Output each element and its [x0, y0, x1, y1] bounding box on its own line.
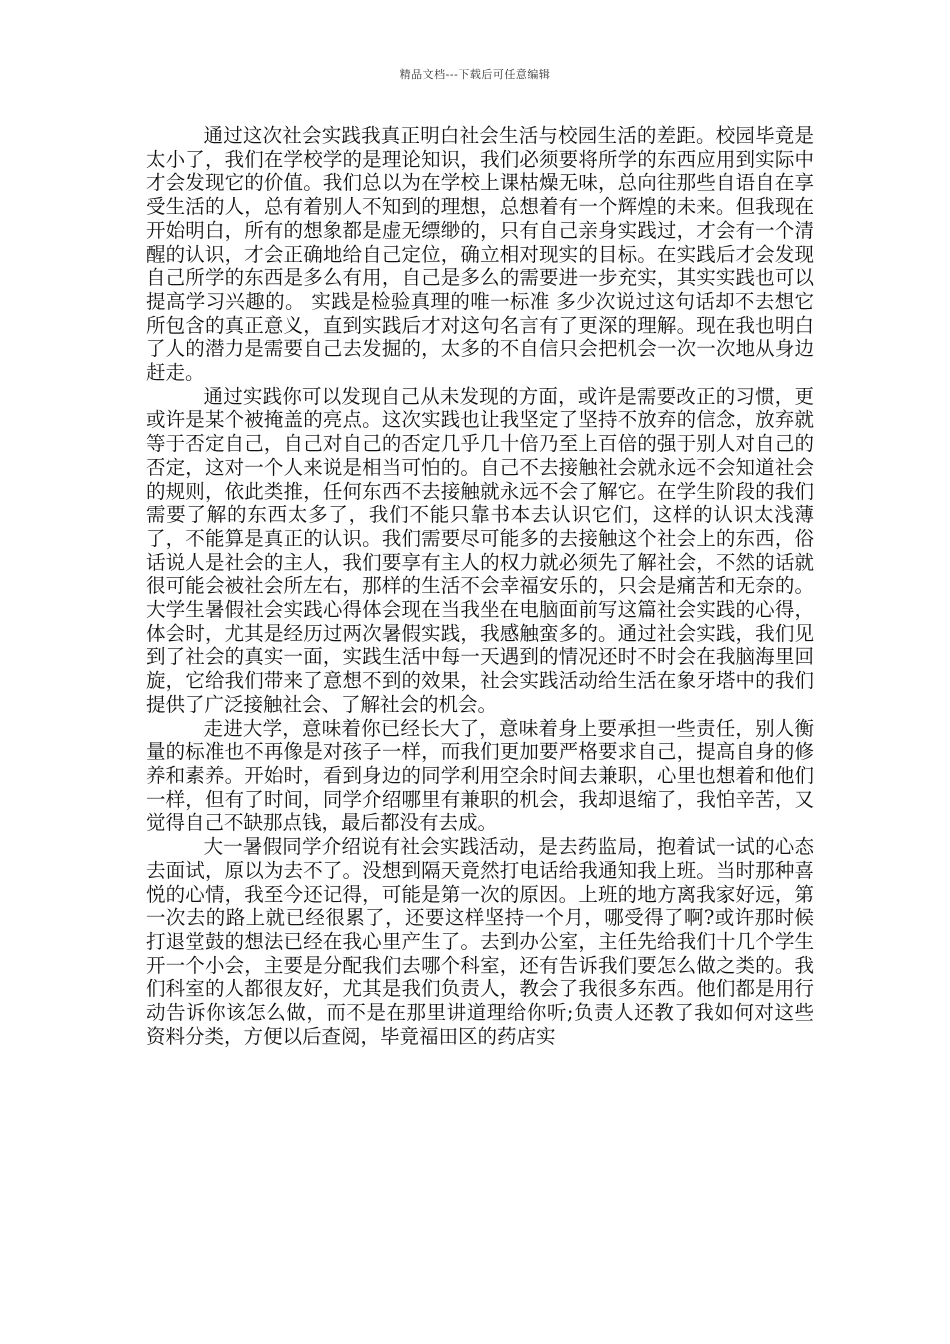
paragraph-2: 通过实践你可以发现自己从未发现的方面，或许是需要改正的习惯，更或许是某个被掩盖的亮点。这次实践也让我坚定了坚持不放弃的信念，放弃就等于否定自己，自己对自己的否定几乎几十倍乃至上百倍的强于别人对自己的否定，这对一个人来说是相当可怕的。自己不去接触社会就永远不会知道社会的规则，依此类推，任何东西不去接触就永远不会了解它。在学生阶段的我们需要了解的东西太多了，我们不能只靠书本去认识它们，这样的认识太浅薄了，不能算是真正的认识。我们需要尽可能多的去接触这个社会上的东西，俗话说人是社会的主人，我们要享有主人的权力就必须先了解社会，不然的话就很可能会被社会所左右，那样的生活不会幸福安乐的，只会是痛苦和无奈的。 大学生暑假社会实践心得体会现在当我坐在电脑面前写这篇社会实践的心得，体会时，尤其是经历过两次暑假实践，我感触蛮多的。通过社会实践，我们见到了社会的真实一面，实践生活中每一天遇到的情况还时不时会在我脑海里回旋，它给我们带来了意想不到的效果，社会实践活动给生活在象牙塔中的我们提供了广泛接触社会、了解社会的机会。 [146, 384, 814, 716]
paragraph-4: 大一暑假同学介绍说有社会实践活动，是去药监局，抱着试一试的心态去面试，原以为去不了。没想到隔天竟然打电话给我通知我上班。当时那种喜悦的心情，我至今还记得，可能是第一次的原因。上班的地方离我家好远，第一次去的路上就已经很累了，还要这样坚持一个月，哪受得了啊?或许那时候打退堂鼓的想法已经在我心里产生了。去到办公室，主任先给我们十几个学生开一个小会，主要是分配我们去哪个科室，还有告诉我们要怎么做之类的。我们科室的人都很友好，尤其是我们负责人，教会了我很多东西。他们都是用行动告诉你该怎么做，而不是在那里讲道理给你听;负责人还教了我如何对这些资料分类，方便以后查阅，毕竟福田区的药店实 [146, 835, 814, 1048]
paragraph-1: 通过这次社会实践我真正明白社会生活与校园生活的差距。校园毕竟是太小了，我们在学校学的是理论知识，我们必须要将所学的东西应用到实际中才会发现它的价值。我们总以为在学校上课枯燥无味，总向往那些自语自在享受生活的人，总有着别人不知到的理想，总想着有一个辉煌的未来。但我现在开始明白，所有的想象都是虚无缥缈的，只有自己亲身实践过，才会有一个清醒的认识，才会正确地给自己定位，确立相对现实的目标。在实践后才会发现自己所学的东西是多么有用，自己是多么的需要进一步充实，其实实践也可以提高学习兴趣的。 实践是检验真理的唯一标准 多少次说过这句话却不去想它所包含的真正意义，直到实践后才对这句名言有了更深的理解。现在我也明白了人的潜力是需要自己去发掘的，太多的不自信只会把机会一次一次地从身边赶走。 [146, 124, 814, 385]
paragraph-3: 走进大学，意味着你已经长大了，意味着身上要承担一些责任，别人衡量的标准也不再像是对孩子一样，而我们更加要严格要求自己，提高自身的修养和素养。开始时，看到身边的同学利用空余时间去兼职，心里也想着和他们一样，但有了时间，同学介绍哪里有兼职的机会，我却退缩了，我怕辛苦，又觉得自己不缺那点钱，最后都没有去成。 [146, 716, 814, 835]
page-header: 精品文档---下载后可任意编辑 [399, 68, 551, 81]
document-body [146, 124, 814, 1048]
